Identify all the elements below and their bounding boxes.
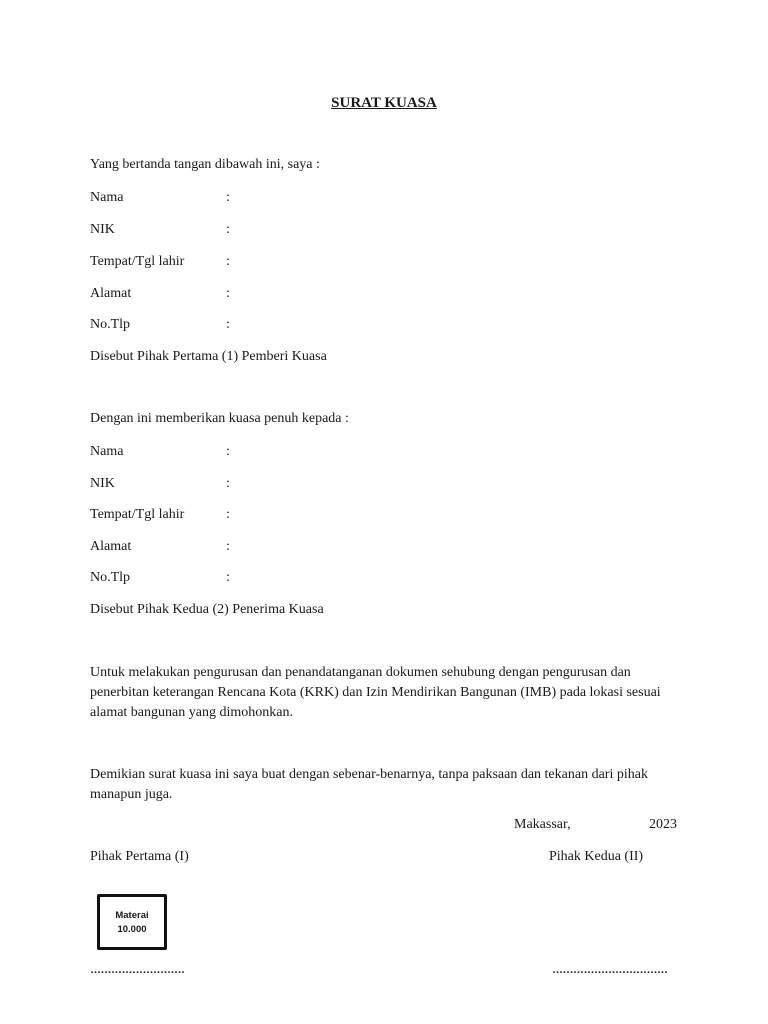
field-label-nama-1: Nama — [90, 190, 124, 205]
field-label-tlp-2: No.Tlp — [90, 570, 131, 585]
field-label-alamat-2: Alamat — [90, 539, 132, 554]
field-label-tlp-1: No.Tlp — [90, 317, 131, 332]
field-colon: : — [226, 317, 230, 332]
field-colon: : — [226, 254, 230, 269]
signature-line-second-party: …………………………… — [552, 964, 668, 976]
closing-paragraph: Demikian surat kuasa ini saya buat dengan sebenar-benarnya, tanpa paksaan dan tekanan dari pihak manapun juga. — [90, 767, 648, 802]
intro-text: Yang bertanda tangan dibawah ini, saya : — [90, 157, 320, 172]
field-colon: : — [226, 570, 230, 585]
field-label-ttl-1: Tempat/Tgl lahir — [90, 254, 185, 269]
field-colon: : — [226, 286, 230, 301]
grant-intro-text: Dengan ini memberikan kuasa penuh kepada : — [90, 411, 349, 426]
field-label-nama-2: Nama — [90, 444, 124, 459]
field-colon: : — [226, 507, 230, 522]
stamp-line-2: 10.000 — [117, 923, 147, 935]
field-label-alamat-1: Alamat — [90, 286, 132, 301]
field-colon: : — [226, 539, 230, 554]
signature-label-second-party: Pihak Kedua (II) — [549, 849, 644, 864]
second-party-caption: Disebut Pihak Kedua (2) Penerima Kuasa — [90, 602, 324, 617]
signature-line-first-party: ……………………… — [90, 964, 185, 976]
purpose-paragraph: Untuk melakukan pengurusan dan penandatanganan dokumen sehubung dengan pengurusan dan penerbitan keterangan Rencana Kota (KRK) dan Izin Mendirikan Bangunan (IMB) pada lokasi sesuai alamat bangunan yang dimohonkan. — [90, 665, 661, 720]
place-text: Makassar, — [514, 817, 571, 832]
stamp-line-1: Materai — [115, 909, 149, 921]
year-text: 2023 — [649, 817, 677, 832]
field-colon: : — [226, 476, 230, 491]
field-label-ttl-2: Tempat/Tgl lahir — [90, 507, 185, 522]
signature-label-first-party: Pihak Pertama (I) — [90, 849, 189, 864]
field-label-nik-1: NIK — [90, 222, 115, 237]
field-label-nik-2: NIK — [90, 476, 115, 491]
field-colon: : — [226, 190, 230, 205]
materai-stamp-box — [97, 894, 167, 950]
field-colon: : — [226, 222, 230, 237]
first-party-caption: Disebut Pihak Pertama (1) Pemberi Kuasa — [90, 349, 327, 364]
document-title: SURAT KUASA — [331, 95, 437, 111]
field-colon: : — [226, 444, 230, 459]
